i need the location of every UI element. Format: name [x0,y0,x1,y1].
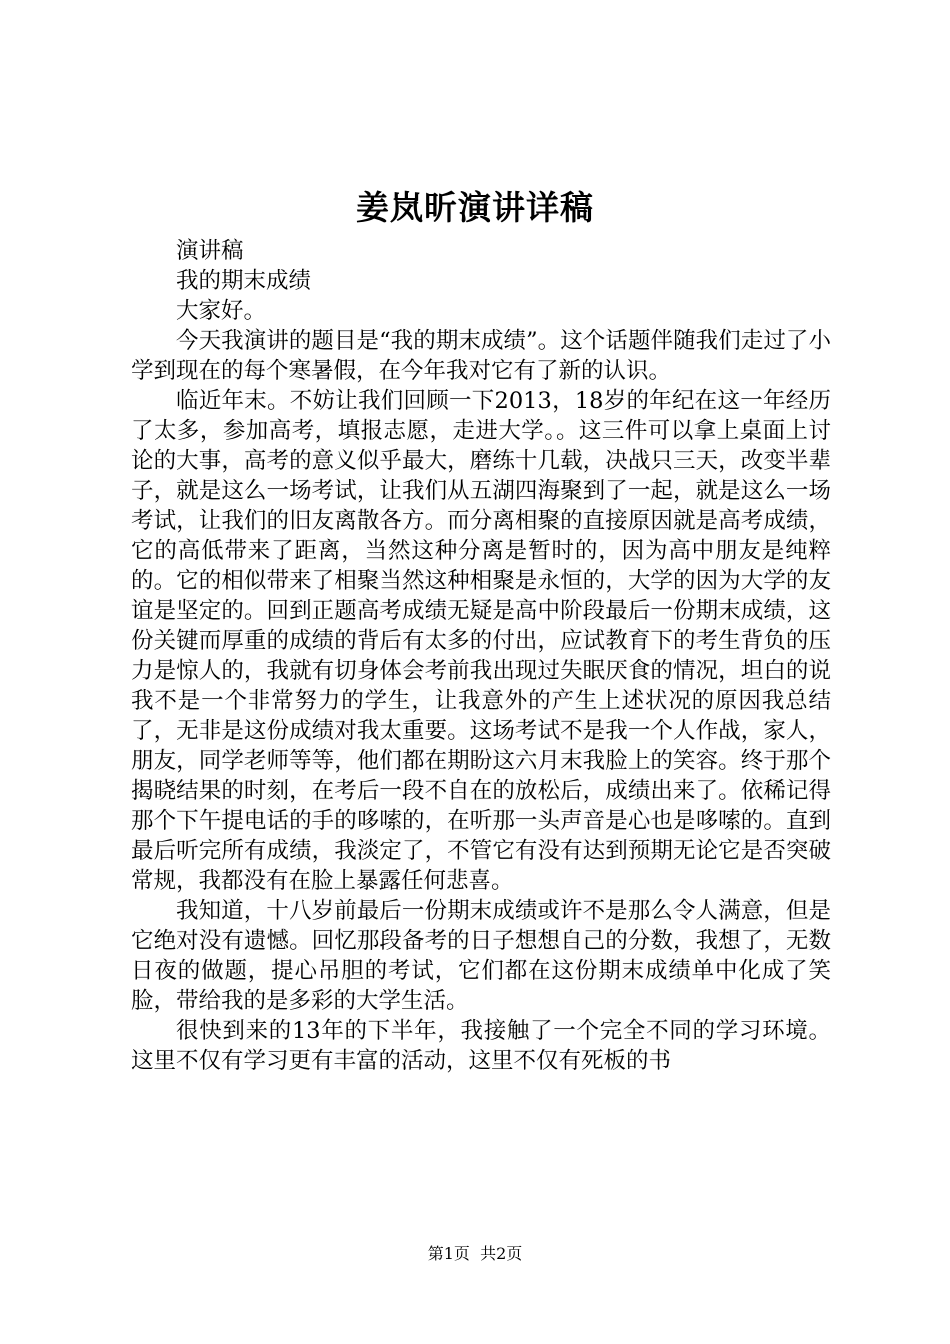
page-footer [0,1243,950,1265]
paragraph-no-regret: 我知道，十八岁前最后一份期末成绩或许不是那么令人满意，但是它绝对没有遗憾。回忆那段备考的日子想想自己的分数，我想了，无数日夜的做题，提心吊胆的考试，它们都在这份期末成绩单中化成了笑脸，带给我的是多彩的大学生活。 [131,898,831,1014]
paragraph-greeting: 大家好。 [176,298,267,324]
paragraph-speech-title: 我的期末成绩 [176,268,312,294]
paragraph-intro: 今天我演讲的题目是“我的期末成绩”。这个话题伴随我们走过了小学到现在的每个寒暑假，在今年我对它有了新的认识。 [131,328,831,384]
document-title: 姜岚昕演讲详稿 [356,188,594,227]
paragraph-subtitle: 演讲稿 [176,238,244,264]
paragraph-exam-reflection: 临近年末。不妨让我们回顾一下2013，18岁的年纪在这一年经历了太多，参加高考，填报志愿，走进大学。。这三件可以拿上桌面上讨论的大事，高考的意义似乎最大，磨练十几载，决战只三天，改变半辈子，就是这么一场考试，让我们从五湖四海聚到了一起，就是这么一场考试，让我们的旧友离散各方。而分离相聚的直接原因就是高考成绩，它的高低带来了距离，当然这种分离是暂时的，因为高中朋友是纯粹的。它的相似带来了相聚当然这种相聚是永恒的，大学的因为大学的友谊是坚定的。回到正题高考成绩无疑是高中阶段最后一份期末成绩，这份关键而厚重的成绩的背后有太多的付出，应试教育下的考生背负的压力是惊人的，我就有切身体会考前我出现过失眠厌食的情况，坦白的说我不是一个非常努力的学生，让我意外的产生上述状况的原因我总结了，无非是这份成绩对我太重要。这场考试不是我一个人作战，家人，朋友，同学老师等等，他们都在期盼这六月末我脸上的笑容。终于那个揭晓结果的时刻，在考后一段不自在的放松后，成绩出来了。依稀记得那个下午提电话的手的哆嗦的，在听那一头声音是心也是哆嗦的。直到最后听完所有成绩，我淡定了，不管它有没有达到预期无论它是否突破常规，我都没有在脸上暴露任何悲喜。 [131,388,831,894]
paragraph-new-environment: 很快到来的13年的下半年，我接触了一个完全不同的学习环境。这里不仅有学习更有丰富的活动，这里不仅有死板的书 [131,1018,831,1074]
page-number-label: 第1页 共2页 [427,1244,523,1263]
document-body [131,236,831,1076]
